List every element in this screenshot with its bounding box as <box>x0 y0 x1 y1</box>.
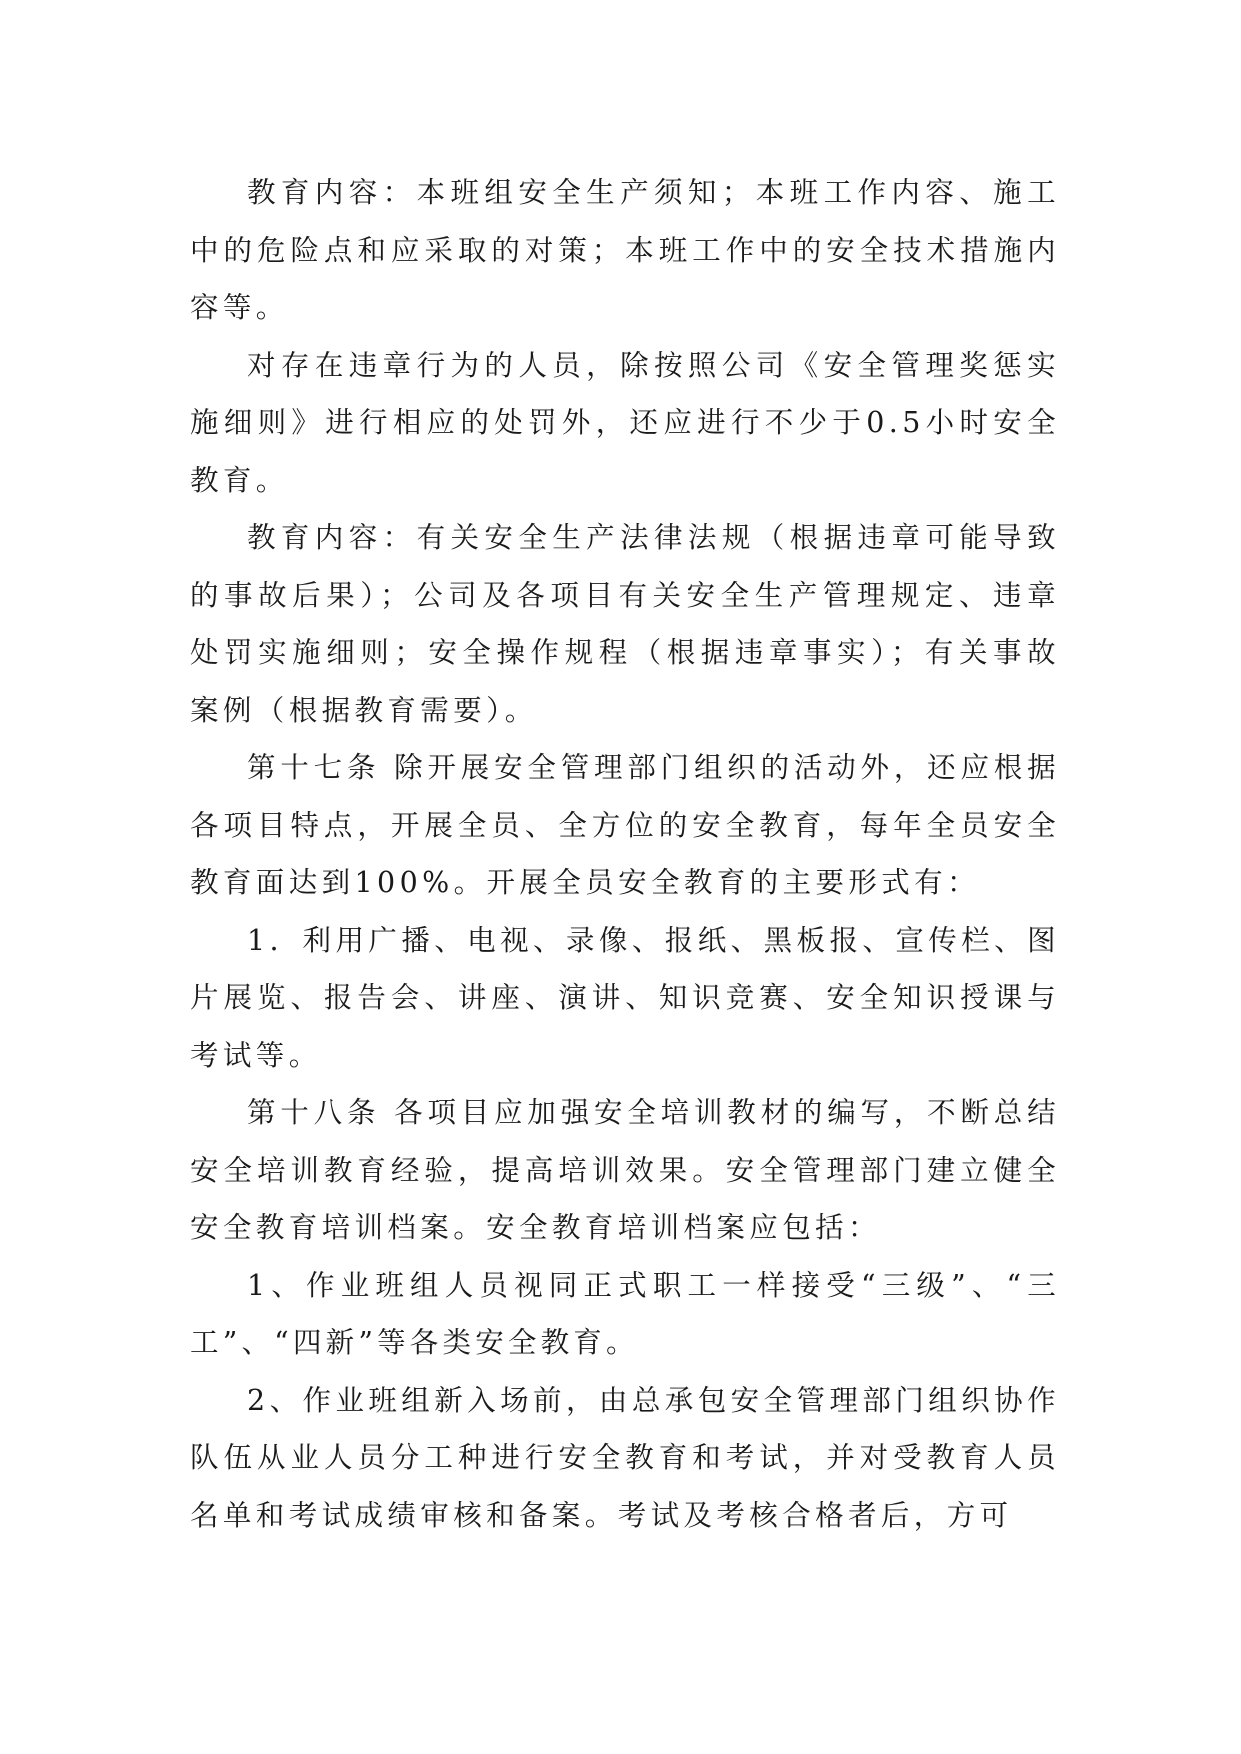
paragraph-item-1-media: 1．利用广播、电视、录像、报纸、黑板报、宣传栏、图片展览、报告会、讲座、演讲、知识竞赛、安全知识授课与考试等。 <box>190 923 1060 1072</box>
paragraph-item-1-team-members: 1、作业班组人员视同正式职工一样接受“三级”、“三工”、“四新”等各类安全教育。 <box>190 1268 1060 1359</box>
paragraph-item-2-new-entry: 2、作业班组新入场前，由总承包安全管理部门组织协作队伍从业人员分工种进行安全教育和考试，并对受教育人员名单和考试成绩审核和备案。考试及考核合格者后，方可 <box>190 1383 1060 1532</box>
document-body <box>190 164 1060 1544</box>
paragraph-article-17: 第十七条 除开展安全管理部门组织的活动外，还应根据各项目特点，开展全员、全方位的安全教育，每年全员安全教育面达到100%。开展全员安全教育的主要形式有： <box>190 751 1060 899</box>
paragraph-violation-personnel: 对存在违章行为的人员，除按照公司《安全管理奖惩实施细则》进行相应的处罚外，还应进行不少于0.5小时安全教育。 <box>190 348 1060 497</box>
paragraph-education-content-team: 教育内容：本班组安全生产须知；本班工作内容、施工中的危险点和应采取的对策；本班工作中的安全技术措施内容等。 <box>190 176 1060 324</box>
paragraph-article-18: 第十八条 各项目应加强安全培训教材的编写，不断总结安全培训教育经验，提高培训效果。安全管理部门建立健全安全教育培训档案。安全教育培训档案应包括： <box>190 1096 1060 1244</box>
paragraph-education-content-laws: 教育内容：有关安全生产法律法规（根据违章可能导致的事故后果）；公司及各项目有关安全生产管理规定、违章处罚实施细则；安全操作规程（根据违章事实）；有关事故案例（根据教育需要）。 <box>190 521 1060 727</box>
